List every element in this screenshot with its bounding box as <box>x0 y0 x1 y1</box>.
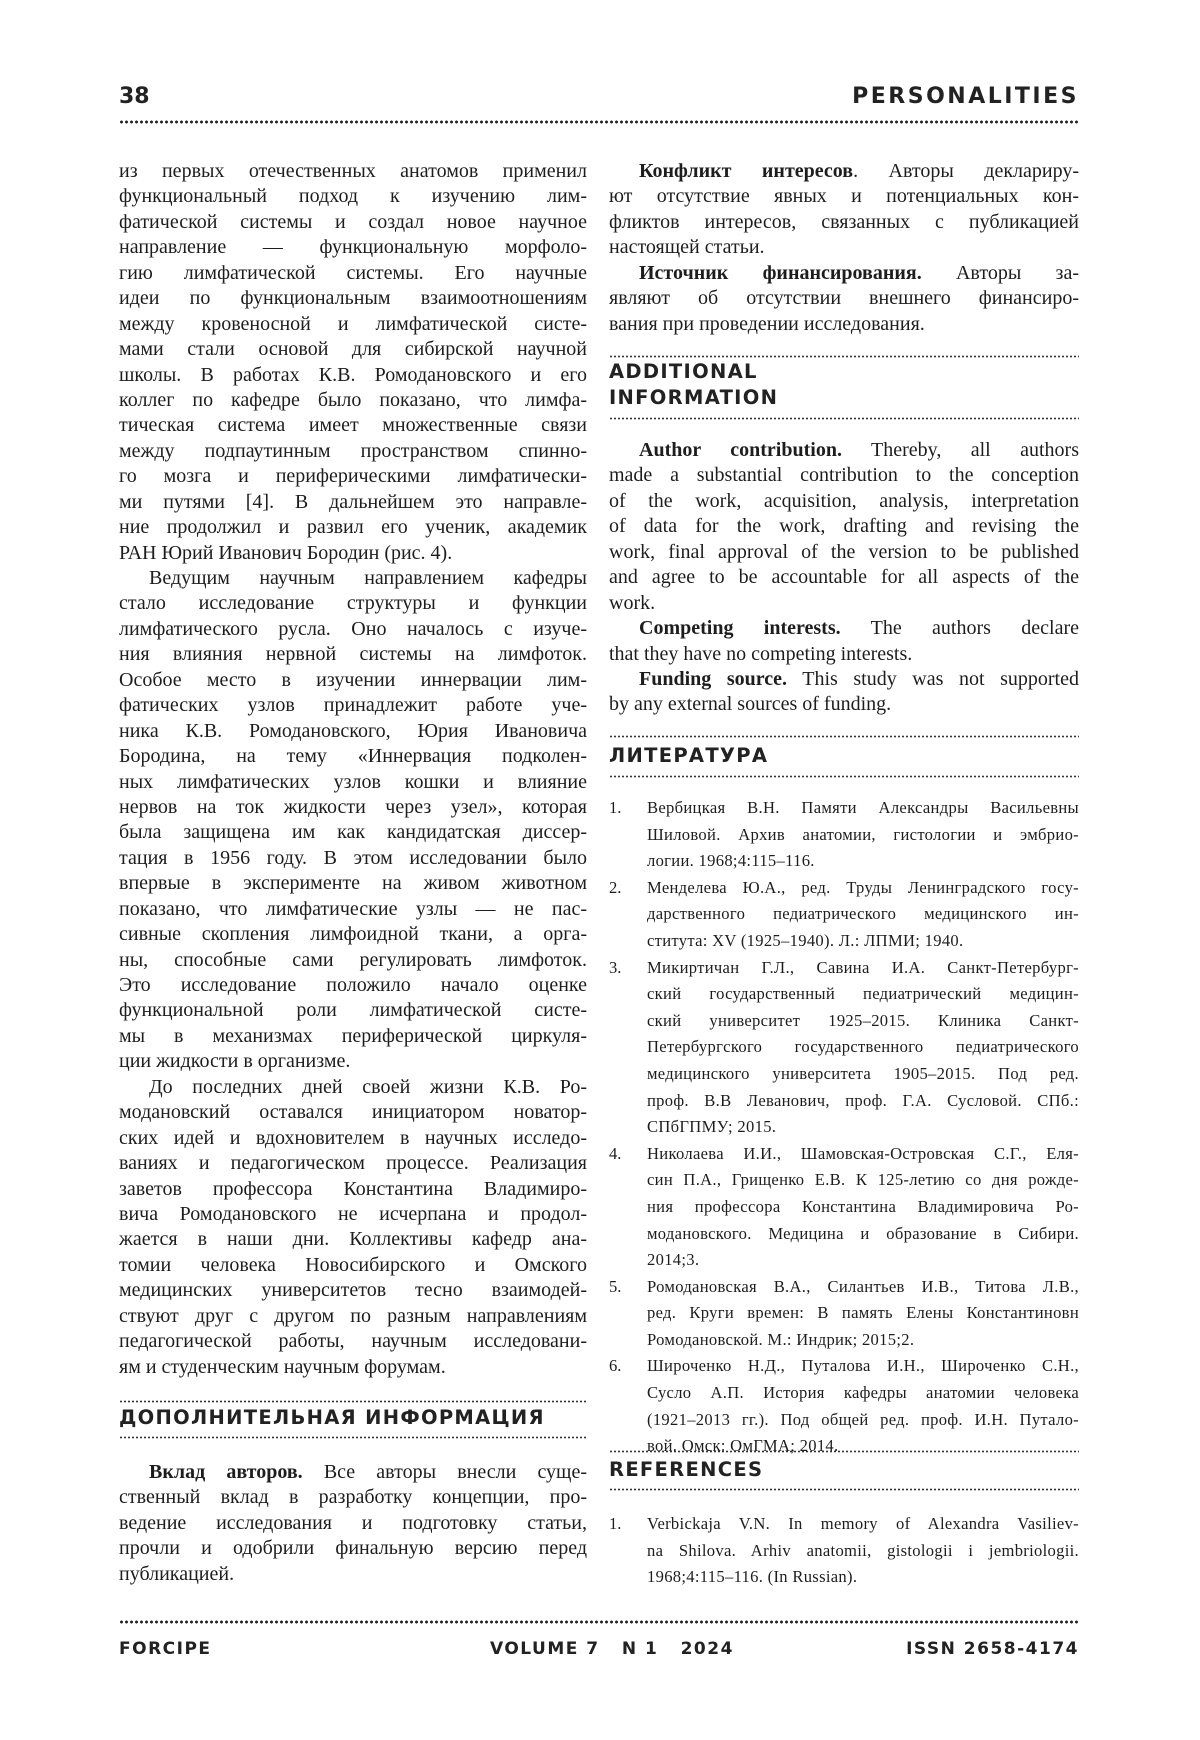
header-divider <box>119 120 1079 124</box>
page-number: 38 <box>119 84 150 109</box>
reference-line: модановского. Медицина и образование в Сибири. <box>647 1221 1079 1248</box>
reference-line: Шиловой. Архив анатомии, гистологии и эмбрио- <box>647 822 1079 849</box>
footer-journal: FORCIPE <box>119 1639 212 1659</box>
text-line: функциональный подход к изучению лим- <box>119 184 587 209</box>
text-line <box>609 159 1079 184</box>
reference-line: 1968;4:115–116. (In Russian). <box>647 1564 1079 1591</box>
bold-lead: Competing interests. <box>639 617 841 639</box>
reference-number: 6. <box>609 1353 621 1380</box>
text-line: тическая система имеет множественные связи <box>119 413 587 438</box>
reference-line: Николаева И.И., Шамовская-Островская С.Г., Еля- <box>647 1141 1079 1168</box>
reference-item <box>609 795 1079 875</box>
text-line: ных лимфатических узлов кошки и влияние <box>119 770 587 795</box>
text-line: публикацией. <box>119 1562 587 1587</box>
section-heading-additional-ru: ДОПОЛНИТЕЛЬНАЯ ИНФОРМАЦИЯ <box>119 1405 545 1431</box>
text-line: направление — функциональную морфоло- <box>119 235 587 260</box>
text-line: мы в механизмах периферической циркуля- <box>119 1024 587 1049</box>
divider <box>609 1488 1079 1491</box>
text-line: До последних дней своей жизни К.В. Ро- <box>119 1075 587 1100</box>
text-line: РАН Юрий Иванович Бородин (рис. 4). <box>119 541 587 566</box>
text-line: that they have no competing interests. <box>609 642 1079 667</box>
reference-line: дарственного педиатрического медицинского ин- <box>647 901 1079 928</box>
text-line: вича Ромодановского не исчерпана и продол- <box>119 1202 587 1227</box>
text-line: ния влияния нервной системы на лимфоток. <box>119 642 587 667</box>
heading-line: INFORMATION <box>609 385 778 411</box>
text-line: мами стали основой для сибирской научной <box>119 337 587 362</box>
text-line: Бородина, на тему «Иннервация подколен- <box>119 744 587 769</box>
footer-divider <box>119 1620 1079 1624</box>
reference-line: вой. Омск: ОмГМА; 2014. <box>647 1433 1079 1460</box>
footer-issn: ISSN 2658-4174 <box>906 1639 1079 1659</box>
text-line: made a substantial contribution to the conception <box>609 463 1079 488</box>
text-line: ции жидкости в организме. <box>119 1049 587 1074</box>
text-line <box>609 616 1079 641</box>
text-line: by any external sources of funding. <box>609 692 1079 717</box>
reference-item <box>609 955 1079 1141</box>
text-line: ми путями [4]. В дальнейшем это направле- <box>119 490 587 515</box>
reference-number: 5. <box>609 1274 621 1301</box>
text-line: ствуют друг с другом по разным направлениям <box>119 1304 587 1329</box>
text-line: Ведущим научным направлением кафедры <box>119 566 587 591</box>
text-line: являют об отсутствии внешнего финансиро- <box>609 286 1079 311</box>
text-line: коллег по кафедре было показано, что лимфа- <box>119 388 587 413</box>
reference-number: 2. <box>609 875 621 902</box>
reference-line: Микиртичан Г.Л., Савина И.А. Санкт-Петербург- <box>647 955 1079 982</box>
text-span: The authors declare <box>841 617 1079 639</box>
divider <box>609 735 1079 738</box>
reference-line: Ромодановской. М.: Индрик; 2015;2. <box>647 1327 1079 1354</box>
text-line: нервов на ток жидкости через узел», которая <box>119 795 587 820</box>
divider <box>609 1450 1079 1453</box>
bold-lead: Funding source. <box>639 668 787 690</box>
text-line: была защищена им как кандидатская диссер- <box>119 820 587 845</box>
bold-lead: Конфликт интересов <box>639 160 853 182</box>
reference-line: проф. В.В Леванович, проф. Г.А. Сусловой. СПб.: <box>647 1088 1079 1115</box>
text-line <box>119 1460 587 1485</box>
text-line: стало исследование структуры и функции <box>119 591 587 616</box>
text-line: из первых отечественных анатомов применил <box>119 159 587 184</box>
text-line: of the work, acquisition, analysis, interpretation <box>609 489 1079 514</box>
text-line <box>609 438 1079 463</box>
text-line: вания при проведении исследования. <box>609 312 1079 337</box>
reference-item <box>609 1274 1079 1354</box>
reference-number: 3. <box>609 955 621 982</box>
text-line: прочли и одобрили финальную версию перед <box>119 1536 587 1561</box>
text-line: ние продолжил и развил его ученик, академик <box>119 515 587 540</box>
reference-item <box>609 1353 1079 1459</box>
section-heading-literature: ЛИТЕРАТУРА <box>609 743 768 769</box>
text-line: медицинских университетов тесно взаимодей- <box>119 1278 587 1303</box>
text-line: ведение исследования и подготовку статьи, <box>119 1511 587 1536</box>
conflict-funding-ru <box>609 159 1079 337</box>
reference-line: Verbickaja V.N. In memory of Alexandra Vasiliev- <box>647 1511 1079 1538</box>
text-line: фатических узлов принадлежит работе уче- <box>119 693 587 718</box>
text-line: настоящей статьи. <box>609 235 1079 260</box>
reference-line: Менделева Ю.А., ред. Труды Ленинградского госу- <box>647 875 1079 902</box>
heading-line: ADDITIONAL <box>609 359 778 385</box>
reference-item <box>609 875 1079 955</box>
reference-item <box>609 1511 1079 1591</box>
reference-line: Широченко Н.Д., Путалова И.Н., Широченко С.Н., <box>647 1353 1079 1380</box>
text-span: This study was not supported <box>787 668 1079 690</box>
text-span: Авторы за- <box>922 262 1079 284</box>
text-line: школы. В работах К.В. Ромодановского и его <box>119 363 587 388</box>
reference-line: ред. Круги времен: В память Елены Константиновн <box>647 1300 1079 1327</box>
paragraph <box>609 667 1079 718</box>
running-header: PERSONALITIES <box>852 84 1079 109</box>
paragraph <box>609 261 1079 337</box>
reference-line: Сусло А.П. История кафедры анатомии человека <box>647 1380 1079 1407</box>
paragraph <box>119 1075 587 1380</box>
references-list <box>609 1511 1079 1591</box>
text-line: ны, способные сами регулировать лимфоток. <box>119 948 587 973</box>
additional-info-en <box>609 438 1079 718</box>
reference-line: ститута: XV (1925–1940). Л.: ЛПМИ; 1940. <box>647 928 1079 955</box>
text-line: идеи по функциональным взаимоотношениям <box>119 286 587 311</box>
reference-line: син П.А., Грищенко Е.В. К 125-летию со дня рожде- <box>647 1167 1079 1194</box>
divider <box>609 775 1079 778</box>
text-line: впервые в эксперименте на живом животном <box>119 871 587 896</box>
text-line <box>609 261 1079 286</box>
reference-line: ский государственный педиатрический медицин- <box>647 981 1079 1008</box>
reference-line: na Shilova. Arhiv anatomii, gistologii i jembriologii. <box>647 1538 1079 1565</box>
text-line: ваниях и педагогическом процессе. Реализация <box>119 1151 587 1176</box>
text-span: Thereby, all authors <box>842 439 1079 461</box>
reference-line: ния профессора Константина Владимировича Ро- <box>647 1194 1079 1221</box>
author-contribution-ru <box>119 1460 587 1587</box>
reference-line: (1921–2013 гг.). Под общей ред. проф. И.Н. Путало- <box>647 1407 1079 1434</box>
text-span: . Авторы деклариру- <box>853 160 1079 182</box>
bold-lead: Author contribution. <box>639 439 842 461</box>
divider <box>609 417 1079 420</box>
text-line: work. <box>609 591 1079 616</box>
text-line: ям и студенческим научным форумам. <box>119 1355 587 1380</box>
section-heading-references: REFERENCES <box>609 1457 763 1483</box>
text-line: лимфатического русла. Оно началось с изуче- <box>119 617 587 642</box>
paragraph <box>119 566 587 1075</box>
footer-issue: VOLUME 7 N 1 2024 <box>490 1639 734 1659</box>
paragraph <box>119 1460 587 1587</box>
text-line: фликтов интересов, связанных с публикацией <box>609 210 1079 235</box>
text-line: функциональной роли лимфатической систе- <box>119 998 587 1023</box>
text-line: между кровеносной и лимфатической систе- <box>119 312 587 337</box>
literature-list <box>609 795 1079 1460</box>
text-line: го мозга и периферическими лимфатически- <box>119 464 587 489</box>
text-line: Особое место в изучении иннервации лим- <box>119 668 587 693</box>
reference-line: Вербицкая В.Н. Памяти Александры Васильевны <box>647 795 1079 822</box>
text-line: педагогической работы, научным исследовани- <box>119 1329 587 1354</box>
text-line: заветов профессора Константина Владимиро- <box>119 1177 587 1202</box>
text-line: фатической системы и создал новое научное <box>119 210 587 235</box>
paragraph <box>119 159 587 566</box>
text-line: гию лимфатической системы. Его научные <box>119 261 587 286</box>
reference-number: 1. <box>609 795 621 822</box>
divider <box>609 355 1079 358</box>
paragraph <box>609 616 1079 667</box>
text-line: work, final approval of the version to be published <box>609 540 1079 565</box>
text-line: жается в наши дни. Коллективы кафедр ана- <box>119 1227 587 1252</box>
reference-number: 1. <box>609 1511 621 1538</box>
text-line <box>609 667 1079 692</box>
text-line: томии человека Новосибирского и Омского <box>119 1253 587 1278</box>
text-line: сивные скопления лимфоидной ткани, а орга- <box>119 922 587 947</box>
text-line: ственный вклад в разработку концепции, про- <box>119 1485 587 1510</box>
reference-line: Ромодановская В.А., Силантьев И.В., Титова Л.В., <box>647 1274 1079 1301</box>
text-span: Все авторы внесли суще- <box>303 1461 587 1483</box>
bold-lead: Вклад авторов. <box>149 1461 303 1483</box>
left-main-text <box>119 159 587 1380</box>
reference-line: Петербургского государственного педиатрического <box>647 1034 1079 1061</box>
bold-lead: Источник финансирования. <box>639 262 922 284</box>
paragraph <box>609 159 1079 261</box>
reference-line: 2014;3. <box>647 1247 1079 1274</box>
text-line: and agree to be accountable for all aspects of the <box>609 565 1079 590</box>
reference-line: медицинского университета 1905–2015. Под ред. <box>647 1061 1079 1088</box>
divider <box>119 1400 587 1403</box>
paragraph <box>609 438 1079 616</box>
reference-line: логии. 1968;4:115–116. <box>647 848 1079 875</box>
text-line: ют отсутствие явных и потенциальных кон- <box>609 184 1079 209</box>
text-line: of data for the work, drafting and revising the <box>609 514 1079 539</box>
reference-number: 4. <box>609 1141 621 1168</box>
text-line: тация в 1956 году. В этом исследовании было <box>119 846 587 871</box>
reference-item <box>609 1141 1079 1274</box>
section-heading-additional-en <box>609 359 778 411</box>
text-line: показано, что лимфатические узлы — не пас- <box>119 897 587 922</box>
text-line: ника К.В. Ромодановского, Юрия Ивановича <box>119 719 587 744</box>
text-line: между подпаутинным пространством спинно- <box>119 439 587 464</box>
text-line: Это исследование положило начало оценке <box>119 973 587 998</box>
text-line: модановский оставался инициатором новатор- <box>119 1100 587 1125</box>
reference-line: СПбГПМУ; 2015. <box>647 1114 1079 1141</box>
reference-line: ский университет 1925–2015. Клиника Санкт- <box>647 1008 1079 1035</box>
text-line: ских идей и вдохновителем в научных исследо- <box>119 1126 587 1151</box>
divider <box>119 1436 587 1439</box>
